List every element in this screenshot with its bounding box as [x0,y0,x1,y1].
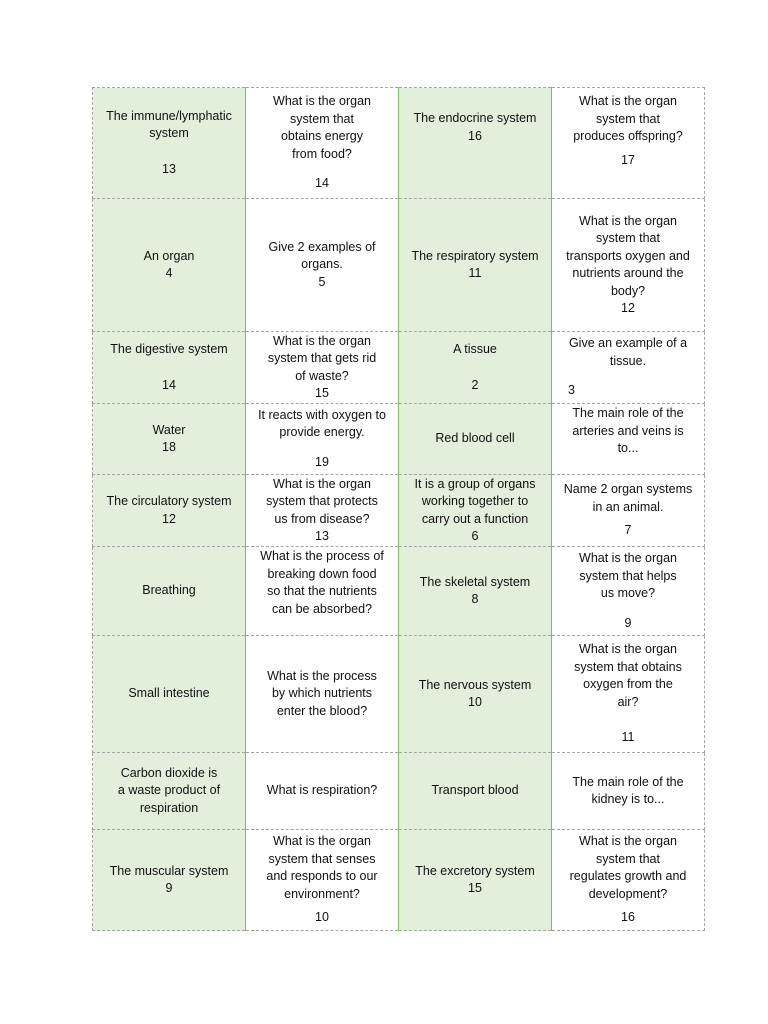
card-text: It reacts with oxygen to provide energy. [258,407,386,440]
answer-card [399,199,552,332]
question-card [552,830,705,931]
answer-card [93,199,246,332]
card-text: The nervous system [418,677,532,692]
card-text: It is a group of organs working together to carry out a function [414,476,536,526]
card-text: The main role of the kidney is to... [572,774,684,806]
card-row [93,475,705,547]
card-number: 15 [315,386,329,400]
card-number: 11 [468,266,482,280]
card-text: Carbon dioxide is a waste product of respiration [117,765,221,815]
answer-card [399,332,552,404]
card-text: Give 2 examples of organs. [268,239,376,272]
card-number: 9 [624,615,632,630]
question-card [552,332,705,404]
question-card [246,547,399,636]
card-number: 3 [568,383,575,398]
answer-card [399,404,552,475]
answer-card [399,88,552,199]
question-card [552,475,705,547]
question-card [246,753,399,830]
answer-card [93,332,246,404]
card-text: What is the organ system that obtains oxygen from the air? [574,642,682,709]
card-number: 17 [621,152,635,167]
card-row [93,547,705,636]
card-text: Transport blood [431,783,519,798]
card-text: What is the organ system that produces offspring? [573,94,683,143]
card-text: A tissue [453,342,497,356]
card-text: What is the organ system that transports oxygen and nutrients around the body? [566,213,690,298]
card-text: What is respiration? [266,783,378,798]
card-text: What is the process by which nutrients enter the blood? [267,668,377,718]
question-card [552,547,705,636]
card-number: 2 [471,377,479,392]
question-card [552,404,705,475]
card-number: 13 [162,161,176,176]
card-text: Breathing [142,583,196,598]
card-number: 19 [315,454,329,469]
answer-card [93,88,246,199]
card-text: An organ [143,248,195,263]
card-text: What is the organ system that gets rid of waste? [267,333,377,383]
card-text: Give an example of a tissue. [568,336,688,368]
question-card [246,830,399,931]
question-card [246,88,399,199]
card-row [93,753,705,830]
card-sort-table [92,87,705,931]
card-number: 11 [621,730,635,745]
card-number: 12 [162,511,176,526]
answer-card [93,830,246,931]
card-number: 9 [165,881,173,895]
card-row [93,332,705,404]
card-row [93,830,705,931]
card-number: 14 [162,377,176,392]
card-text: The immune/lymphatic system [106,108,232,141]
answer-card [399,753,552,830]
card-text: The skeletal system [419,574,531,589]
card-row [93,404,705,475]
answer-card [399,636,552,753]
card-number: 7 [624,523,632,538]
answer-card [93,753,246,830]
card-number: 16 [621,910,635,925]
card-text: What is the organ system that helps us move? [579,551,677,600]
card-text: Red blood cell [435,431,515,446]
card-text: What is the organ system that obtains energy from food? [273,94,371,161]
card-text: The endocrine system [413,111,537,125]
card-row [93,636,705,753]
card-text: What is the organ system that senses and responds to our environment? [266,834,378,901]
answer-card [399,475,552,547]
card-text: Water [152,422,186,437]
answer-card [93,404,246,475]
answer-card [93,475,246,547]
card-number: 14 [315,176,329,191]
card-text: The respiratory system [411,248,539,263]
card-number: 4 [165,266,173,280]
card-text: What is the organ system that protects us from disease? [266,476,378,526]
question-card [246,332,399,404]
card-number: 15 [468,881,482,895]
question-card [552,199,705,332]
card-text: The digestive system [110,342,228,356]
card-number: 18 [162,440,176,454]
question-card [246,199,399,332]
answer-card [399,830,552,931]
card-text: The excretory system [415,863,535,878]
card-number: 6 [471,529,479,543]
card-text: What is the process of breaking down food so that the nutrients can be absorbed? [260,549,384,616]
answer-card [93,547,246,636]
card-number: 16 [468,128,482,143]
card-text: The main role of the arteries and veins is to... [572,406,684,455]
card-row [93,88,705,199]
question-card [552,636,705,753]
card-text: The circulatory system [106,494,232,508]
card-number: 5 [318,274,326,289]
card-text: The muscular system [109,863,229,878]
card-number: 8 [471,592,479,606]
question-card [246,475,399,547]
card-text: What is the organ system that regulates growth and development? [569,834,687,901]
answer-card [399,547,552,636]
question-card [246,636,399,753]
card-text: Small intestine [128,686,210,701]
card-number: 10 [315,910,329,925]
card-number: 13 [315,529,329,543]
question-card [246,404,399,475]
answer-card [93,636,246,753]
card-number: 10 [468,695,482,709]
question-card [552,753,705,830]
question-card [552,88,705,199]
card-row [93,199,705,332]
card-number: 12 [621,301,635,315]
card-text: Name 2 organ systems in an animal. [563,482,693,514]
